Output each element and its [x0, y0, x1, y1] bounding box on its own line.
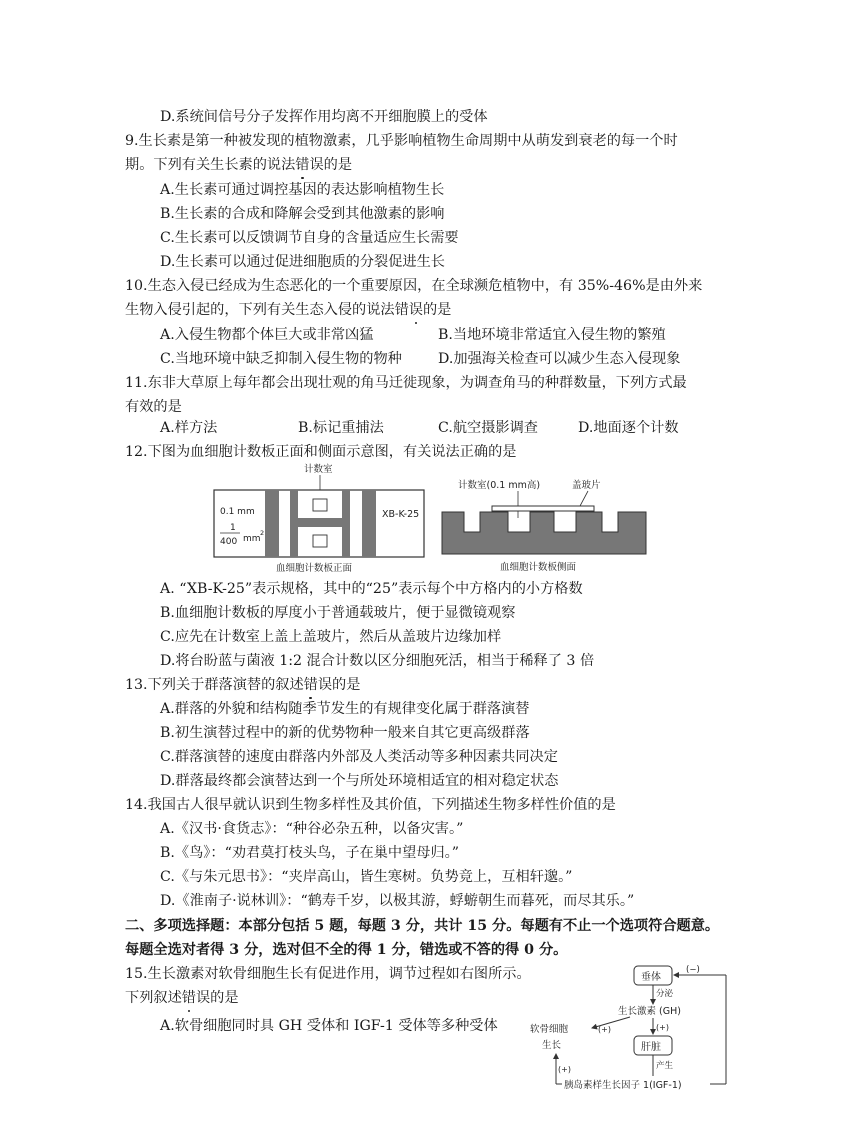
section2-heading-line1: 二、多项选择题：本部分包括 5 题，每题 3 分，共计 15 分。每题有不止一个选项符合题意。 [125, 918, 720, 934]
gh-regulation-diagram [526, 962, 746, 1094]
q11-option-a: A.样方法 [160, 420, 218, 436]
q10-option-b: B.当地环境非常适宜入侵生物的繁殖 [438, 327, 666, 343]
side-chamber-label: 计数室(0.1 mm高) [458, 480, 541, 491]
q12-option-b: B.血细胞计数板的厚度小于普通载玻片，便于显微镜观察 [160, 605, 516, 621]
groove-right [362, 490, 376, 557]
q13-option-b: B.初生演替过程中的新的优势物种一般来自其它更高级群落 [160, 725, 530, 741]
q9-option-c: C.生长素可以反馈调节自身的含量适应生长需要 [160, 230, 459, 246]
q13-stem: 13.下列关于群落演替的叙述错误的是 [125, 677, 361, 693]
slide-side-profile [442, 512, 646, 554]
emphasis-dot-char: 错 [303, 677, 318, 693]
svg-text:mm: mm [243, 534, 261, 544]
q12-option-a: A. “XB-K-25”表示规格，其中的“25”表示每个中方格内的小方格数 [160, 581, 583, 597]
q14-option-a: A.《汉书·食货志》：“种谷必杂五种，以备灾害。” [160, 821, 464, 837]
liver-label: 肝脏 [641, 1042, 661, 1053]
q11-option-d: D.地面逐个计数 [578, 420, 679, 436]
q14-option-b: B.《鸟》：“劝君莫打枝头鸟，子在巢中望母归。” [160, 845, 459, 861]
side-caption: 血细胞计数板侧面 [500, 562, 577, 573]
q9-option-b: B.生长素的合成和降解会受到其他激素的影响 [160, 206, 445, 222]
cartilage-label-line2: 生长 [542, 1040, 562, 1051]
q11-option-c: C.航空摄影调查 [438, 420, 538, 436]
svg-text:2: 2 [260, 529, 265, 537]
q13-option-d: D.群落最终都会演替达到一个与所处环境相适宜的相对稳定状态 [160, 773, 559, 789]
svg-text:(+): (+) [598, 1025, 611, 1034]
q15-option-a: A.软骨细胞同时具 GH 受体和 IGF-1 受体等多种受体 [160, 1018, 498, 1034]
q13-option-a: A.群落的外貌和结构随季节发生的有规律变化属于群落演替 [160, 701, 530, 717]
q9-option-d: D.生长素可以通过促进细胞质的分裂促进生长 [160, 254, 445, 270]
q10-option-c: C.当地环境中缺乏抑制入侵生物的物种 [160, 351, 402, 367]
front-dim-label: 0.1 mm [220, 507, 255, 517]
q10-option-d: D.加强海关检查可以减少生态入侵现象 [438, 351, 681, 367]
front-caption: 血细胞计数板正面 [276, 563, 353, 574]
q15-stem-line2: 下列叙述错误的是 [125, 990, 239, 1006]
q12-stem: 12.下图为血细胞计数板正面和侧面示意图，有关说法正确的是 [125, 444, 517, 460]
q13-option-c: C.群落演替的速度由群落内外部及人类活动等多种因素共同决定 [160, 749, 558, 765]
q11-option-b: B.标记重捕法 [298, 420, 384, 436]
side-cover-label: 盖玻片 [572, 480, 601, 491]
groove-left [265, 490, 279, 557]
q14-option-d: D.《淮南子·说林训》：“鹤寿千岁，以极其游，蜉蝣朝生而暮死，而尽其乐。” [160, 893, 635, 909]
svg-text:(+): (+) [656, 1023, 669, 1032]
gh-label: 生长激素 (GH) [618, 1006, 681, 1017]
q12-option-c: C.应先在计数室上盖上盖玻片，然后从盖玻片边缘加样 [160, 629, 502, 645]
q9-option-a: A.生长素可通过调控基因的表达影响植物生长 [160, 182, 445, 198]
svg-text:(+): (+) [558, 1065, 571, 1074]
q11-stem-line1: 11.东非大草原上每年都会出现壮观的角马迁徙现象，为调查角马的种群数量，下列方式最 [125, 375, 687, 391]
emphasis-dot-char: 错 [295, 157, 310, 173]
hemocytometer-front-figure [210, 462, 430, 576]
svg-text:1: 1 [230, 523, 236, 533]
q9-stem-line2: 期。下列有关生长素的说法错误的是 [125, 157, 353, 173]
hemocytometer-side-figure [440, 470, 650, 576]
igf-label: 胰岛素样生长因子 1(IGF-1) [564, 1080, 682, 1091]
q14-stem: 14.我国古人很早就认识到生物多样性及其价值，下列描述生物多样性价值的是 [125, 797, 616, 813]
q15-stem-line1: 15.生长激素对软骨细胞生长有促进作用，调节过程如右图所示。 [125, 966, 531, 982]
model-label: XB-K-25 [382, 509, 420, 520]
pituitary-label: 垂体 [641, 972, 661, 983]
q11-stem-line2: 有效的是 [125, 399, 182, 415]
front-top-label: 计数室 [304, 464, 333, 475]
cartilage-label-line1: 软骨细胞 [530, 1024, 569, 1035]
q10-option-a: A.入侵生物都个体巨大或非常凶猛 [160, 327, 374, 343]
section2-heading-line2: 每题全选对者得 3 分，选对但不全的得 1 分，错选或不答的得 0 分。 [125, 942, 568, 958]
q8-option-d: D.系统间信号分子发挥作用均离不开细胞膜上的受体 [160, 109, 488, 125]
counting-chamber-top [313, 499, 327, 511]
counting-chamber-bottom [313, 535, 327, 547]
q10-stem-line1: 10.生态入侵已经成为生态恶化的一个重要原因，在全球濒危植物中，有 35%-46%是由外来 [125, 278, 703, 294]
secrete-label: 分泌 [656, 989, 674, 999]
svg-text:400: 400 [220, 537, 238, 547]
q9-stem-line1: 9.生长素是第一种被发现的植物激素，几乎影响植物生命周期中从萌发到衰老的每一个时 [125, 133, 678, 149]
q12-option-d: D.将台盼蓝与菌液 1:2 混合计数以区分细胞死活，相当于稀释了 3 倍 [160, 653, 595, 669]
q14-option-c: C.《与朱元思书》：“夹岸高山，皆生寒树。负势竞上，互相轩邈。” [160, 869, 573, 885]
cover-slip [492, 506, 594, 511]
produce-label: 产生 [656, 1061, 674, 1071]
q10-stem-line2: 生物入侵引起的，下列有关生态入侵的说法错误的是 [125, 302, 452, 318]
emphasis-dot-char: 误 [408, 302, 423, 318]
emphasis-dot-char: 错 [181, 990, 196, 1006]
neg-feedback-label: (−) [686, 965, 700, 975]
